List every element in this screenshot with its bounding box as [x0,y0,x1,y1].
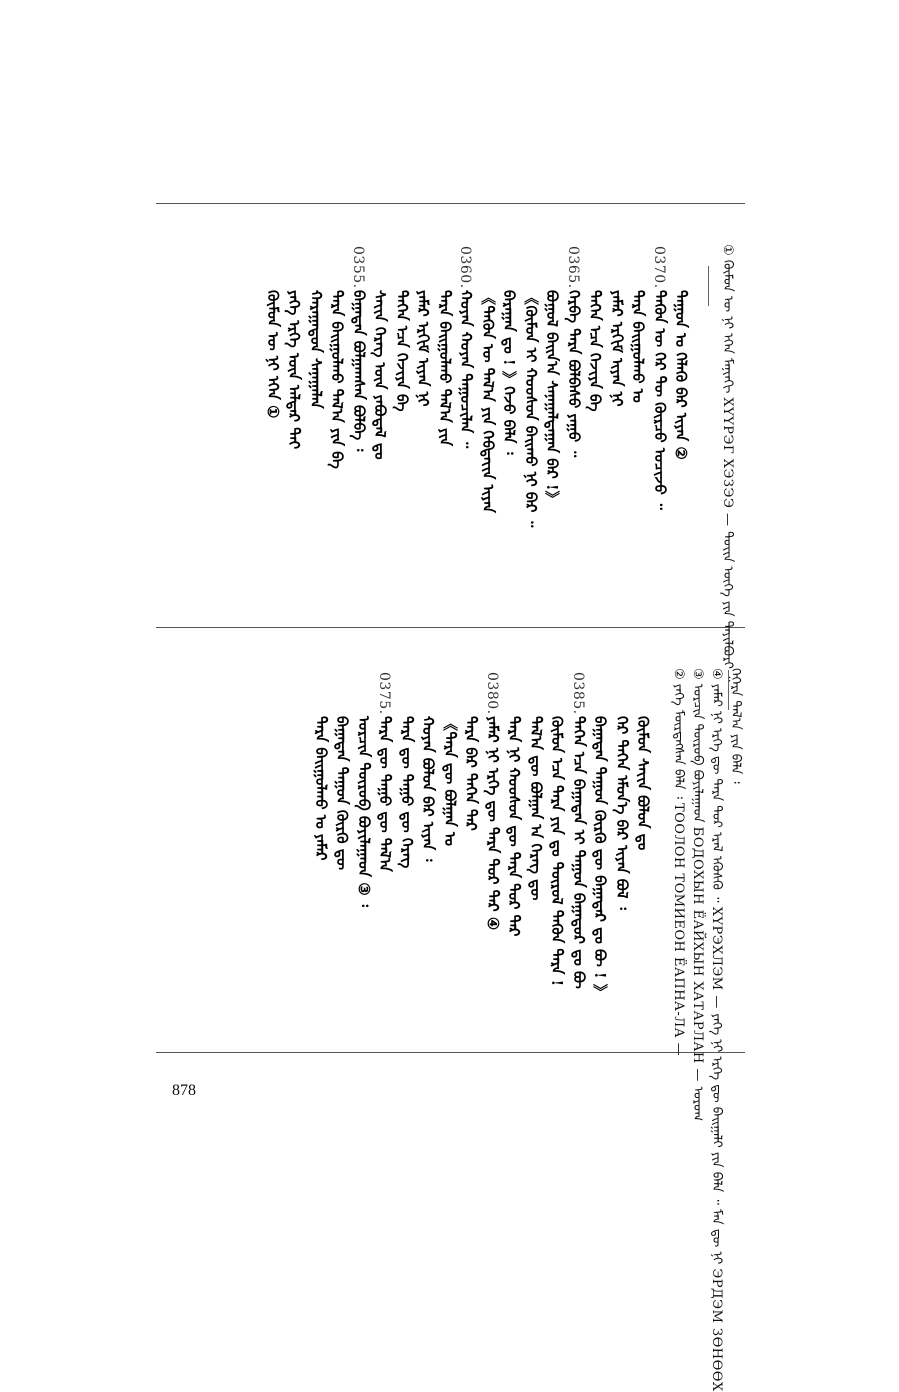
verse-line [485,672,500,930]
verse-text: ᠶᠡᠬᠡ ᠡᠷᠬᠡ ᠦᠨ ᠠᠯᠳᠠᠷ ᠲᠠᠢ [285,290,303,450]
verse-line [329,290,344,469]
verse-text: ᠬᠡᠭᠡᠷᠡ ᠲᠠᠯ᠎ᠠ ᠶᠢᠨ ᠪᠡᠯᠡ ᠄ [728,668,743,784]
verse-text: ᠬᠡᠷᠪᠡ ᠲᠡᠷᠡ ᠪᠣᠯᠪᠠᠰᠤ ᠶᠠᠭᠤ ᠃ [564,290,583,458]
verse-line [308,290,323,409]
verse-text: ① ᠬᠦᠮᠦᠨ ᠦ ᠨᠢ ᠡᠬᠡᠨ ᠮᠡᠨᠢᠨᠭᠢ ХҮҮРЭГ ХЭЗЭЭ — ᠲᠣᠶ᠋ᠢᠨ ᠦᠭᠡ ᠶᠢᠨ ᠲᠠᠶᠢᠯᠪᠤᠷᠢ ᠃ [720,244,735,682]
line-number: 0365. [564,246,581,289]
verse-text: ᠲᠡᠷᠡ ᠪᠠᠢᠭᠤᠯᠬᠤ ᠤ [629,290,647,403]
verse-text: ᠬᠣᠶᠠᠨ ᠪᠣᠯᠤᠨ ᠪᠡᠷ ᠢᠶᠡᠨ ᠄ [419,716,437,862]
verse-text: ᠪᠠᠭᠠᠲᠠᠨ ᠳᠠᠭᠤᠨ ᠬᠦᠷᠬᠦ ᠳᠦ ᠪᠠᠭᠠᠲᠠᠷ ᠳᠤ ᠪᠦ ! 》 [591,716,609,1000]
footnote-line [690,668,706,1122]
verse-line [614,716,629,910]
verse-line [377,672,392,872]
verse-text: ᠲᠡᠷᠡ ᠳᠦ ᠳᠠᠭᠤ ᠳᠦ ᠬᠡᠷᠡᠭ [397,716,416,869]
line-number: 0370. [650,246,667,289]
verse-text: ③ ᠣᠷᠴᠢᠨ ᠳᠦᠷᠦᠪ ᠪᠣᠶᠢᠯᠠᠭᠠᠳ БОДОХЫН ЁАЙХЫН ХАТАРЛАН — ᠤᠷᠤᠭ [690,668,705,1122]
verse-line [506,716,521,936]
footnote-line [671,668,687,1057]
verse-text: 《ᠬᠦᠮᠦᠨ ᠢ ᠬᠣᠣᠰᠣᠨ ᠪᠠᠢᠬᠤ ᠨᠢ ᠪᠡᠷ ᠃ [521,290,540,528]
verse-text: ᠪᠣᠭᠣᠯ ᠪᠠᠢᠨ᠎ᠠ ᠰᠠᠨᠠᠭᠠᠯᠳᠠᠭᠠᠨ ᠪᠡᠷ !》 [543,290,561,507]
verse-line [394,290,409,412]
verse-line [265,290,280,419]
verse-line [480,290,495,513]
verse-line [587,290,602,412]
footnote [720,244,736,682]
verse-line [399,716,414,868]
verse-line [356,716,371,907]
verse-text: ᠲᠠᠯ᠎ᠠ ᠳᠦ ᠪᠣᠯᠭᠠᠨ ᠠ ᠬᠡᠷᠡᠭ ᠳᠦ [526,716,545,901]
verse-line [652,246,667,510]
verse-text: ④ ᠶᠠᠮᠠᠷ ᠨᠢ ᠡᠷᠭᠡ ᠳᠦ ᠲᠡᠷᠡ ᠲᠤᠷ ᠡᠷᠡᠯ ᠡᠭᠦᠰᠬᠦ ᠃ ХҮРЭХЛЭМ — ᠶᠡᠬᠡ ᠨᠢ ᠡᠷᠭᠡ ᠳᠦ ᠪᠠᠢᠭᠠᠯᠢ ᠶᠢᠨ ᠪᠡᠯᠡ ᠃ ᠮᠡᠨ ᠳᠦ ᠨᠢ ЭРДЭМ ЗӨНӨӨХ [709,668,724,1392]
verse-line [351,246,366,451]
verse-text: ᠲᠡᠷᠡ ᠳᠦ ᠳᠠᠭᠤ ᠳᠦ ᠲᠠᠯ᠎ᠠ [376,716,394,872]
verse-text: ᠬᠣᠶᠠᠨ ᠬᠣᠶᠠᠨ ᠳᠠᠭᠤᠴᠢᠯᠠᠨ ᠃ [457,290,475,449]
verse-text: ᠲᠡᠷᠡ ᠪᠡᠷ ᠲᠡᠭᠡᠨ ᠲᠡᠷ [462,716,480,831]
verse-line [420,716,435,861]
verse-text: ᠲᠡᠷᠡ ᠨᠢ ᠬᠣᠣᠰᠣᠨ ᠳᠦ ᠲᠡᠷᠡ ᠲᠤᠷ ᠲᠡᠷ [505,716,523,937]
verse-line [549,716,564,986]
verse-text: ᠰᠠᠶ᠋ᠢᠨ ᠬᠡᠷᠡᠭ ᠦᠨ ᠶᠠᠪᠤᠳᠠᠯ ᠳᠤ [371,290,389,460]
verse-text: ᠬᠦᠮᠦᠨ ᠦ ᠨᠢ ᠡᠬᠡᠨ ① [263,290,282,419]
verse-line [442,716,457,846]
verse-line [635,716,650,850]
verse-text: ᠲᠡᠭᠡᠨ ᠡᠴᠡ ᠪᠠᠭᠠᠲᠠᠨ ᠢ ᠳᠠᠭᠤᠨ ᠪᠠᠭᠠᠲᠤᠷ ᠳᠤ ᠪᠦ [569,716,588,989]
footnote-line [729,668,744,784]
verse-line [313,716,328,861]
verse-line [458,246,473,448]
verse-line [437,290,452,446]
page-number: 878 [172,1082,196,1099]
verse-text: ᠪᠠᠭᠠᠲᠠᠨ ᠪᠣᠯᠭᠠᠭᠰᠠᠨ ᠪᠣᠯᠪᠠ ᠄ [349,290,368,452]
verse-line [286,290,301,449]
footnote-line [709,668,725,1392]
verse-line [544,290,559,506]
verse-line [609,290,624,407]
line-number: 0380. [483,672,500,715]
verse-line [592,716,607,999]
verse-text: ᠲᠡᠭᠦᠨ ᠦ ᠭᠡᠷ ᠲᠦ ᠬᠦᠷᠴᠦ ᠣᠴᠢᠵᠤ ᠃ [650,290,669,510]
verse-text: ᠶᠠᠮᠠᠷ ᠡᠷᠬᠢᠮ ᠢᠶᠡᠨ ᠨᠢ [607,290,626,407]
verse-line [566,246,581,457]
verse-line [334,716,349,870]
verse-text: ᠬᠦᠮᠦᠨ ᠡᠴᠡ ᠲᠡᠷᠡ ᠶᠢᠨ ᠳᠤ ᠲᠦᠷᠦᠯ ᠲᠡᠭᠦᠨ ᠲᠡᠷᠡ ! [548,716,566,987]
verse-text: ᠲᠡᠭᠡᠨ ᠡᠴᠡ ᠬᠡᠵᠢᠶᠡ ᠪᠡ [392,290,411,412]
verse-text: ᠬᠠᠷᠠᠭᠠᠳᠤᠨ ᠰᠠᠨᠠᠭᠠᠯᠠᠨ [306,290,325,409]
verse-line [673,290,688,460]
verse-line [630,290,645,403]
verse-text: ᠲᠡᠭᠡᠨ ᠡᠴᠡ ᠬᠡᠵᠢᠶᠡ ᠪᠡ [586,290,604,412]
verse-text: ᠭᠡᠷ ᠲᠡᠭᠡᠨ ᠡᠮᠦᠨ᠎ᠡ ᠪᠡᠷ ᠢᠶᠡᠨ ᠪᠣᠯ ᠄ [612,716,631,910]
verse-text: ᠳᠠᠭᠤᠨ ᠤ ᠬᠡᠯᠡᠬᠦ ᠪᠡᠷ ᠢᠶᠡᠨ ② [672,290,690,460]
verse-text: ᠪᠠᠭᠠᠲᠠᠨ ᠳᠠᠭᠤᠨ ᠬᠦᠷᠬᠦ ᠳᠦ [333,716,351,870]
upper-footnote-separator [708,266,709,306]
verse-text: 《ᠲᠡᠭᠦᠨ ᠦ ᠲᠠᠯ᠎ᠠ ᠶᠢᠨ ᠬᠡᠪᠲᠡᠶ᠋ᠢᠨ ᠢᠶᠡᠨ [478,290,497,513]
verse-text: ᠲᠡᠷᠡ ᠪᠠᠢᠭᠤᠯᠬᠤ ᠲᠠᠯ᠎ᠠ ᠶᠢᠨ ᠪᠡ [328,290,346,469]
verse-text: ᠪᠠᠷᠠᠭᠠᠨ ᠳᠤ ! 》ᠭᠡᠵᠦ ᠪᠡᠯᠡ ᠄ [500,290,518,455]
line-number: 0385. [569,672,586,715]
verse-line [463,716,478,831]
upper-text-block [156,214,746,682]
line-number: 0355. [349,246,366,289]
line-number: 0360. [457,246,473,289]
verse-text: ᠲᠡᠷᠡ ᠪᠠᠢᠭᠤᠯᠬᠤ ᠤ ᠶᠠᠮᠠᠷ [311,716,330,861]
verse-line [501,290,516,455]
verse-text: ᠶᠠᠮᠠᠷ ᠨᠢ ᠡᠷᠭᠡ ᠳᠦ ᠲᠡᠷᠡ ᠲᠤᠷ ᠲᠡᠷ ④ [483,716,502,931]
verse-line [372,290,387,460]
verse-text: ᠣᠷᠴᠢᠨ ᠳᠦᠷᠦᠪ ᠪᠣᠶᠢᠯᠠᠭᠠᠳ ③ ᠄ [354,716,373,907]
line-number: 0375. [376,672,392,715]
verse-line [571,672,586,989]
top-rule [156,203,745,204]
verse-text: ᠬᠦᠮᠦᠨ ᠰᠠᠶ᠋ᠢᠨ ᠪᠣᠯᠤᠨ ᠳᠤ [634,716,652,851]
verse-text: ② ᠶᠡᠬᠡ ᠮᠦᠷᠳᠡᠭᠰᠡᠨ ᠪᠡᠯᠡ ᠄ ТООЛОН ТОМИЕОН ЁАПНА-ЛА — [671,668,686,1057]
verse-line [523,290,538,527]
verse-line [528,716,543,900]
verse-text: 《ᠲᠡᠷᠡ ᠳᠦ ᠪᠣᠯᠭᠠᠨ ᠤ [440,716,459,846]
verse-text: ᠲᠡᠷᠡ ᠪᠠᠢᠭᠤᠯᠬᠤ ᠲᠠᠯ᠎ᠠ ᠶᠢᠨ [435,290,454,447]
verse-line [415,290,430,407]
verse-text: ᠶᠠᠮᠠᠷ ᠡᠷᠬᠢᠮ ᠢᠶᠡᠨ ᠨᠢ [414,290,432,407]
